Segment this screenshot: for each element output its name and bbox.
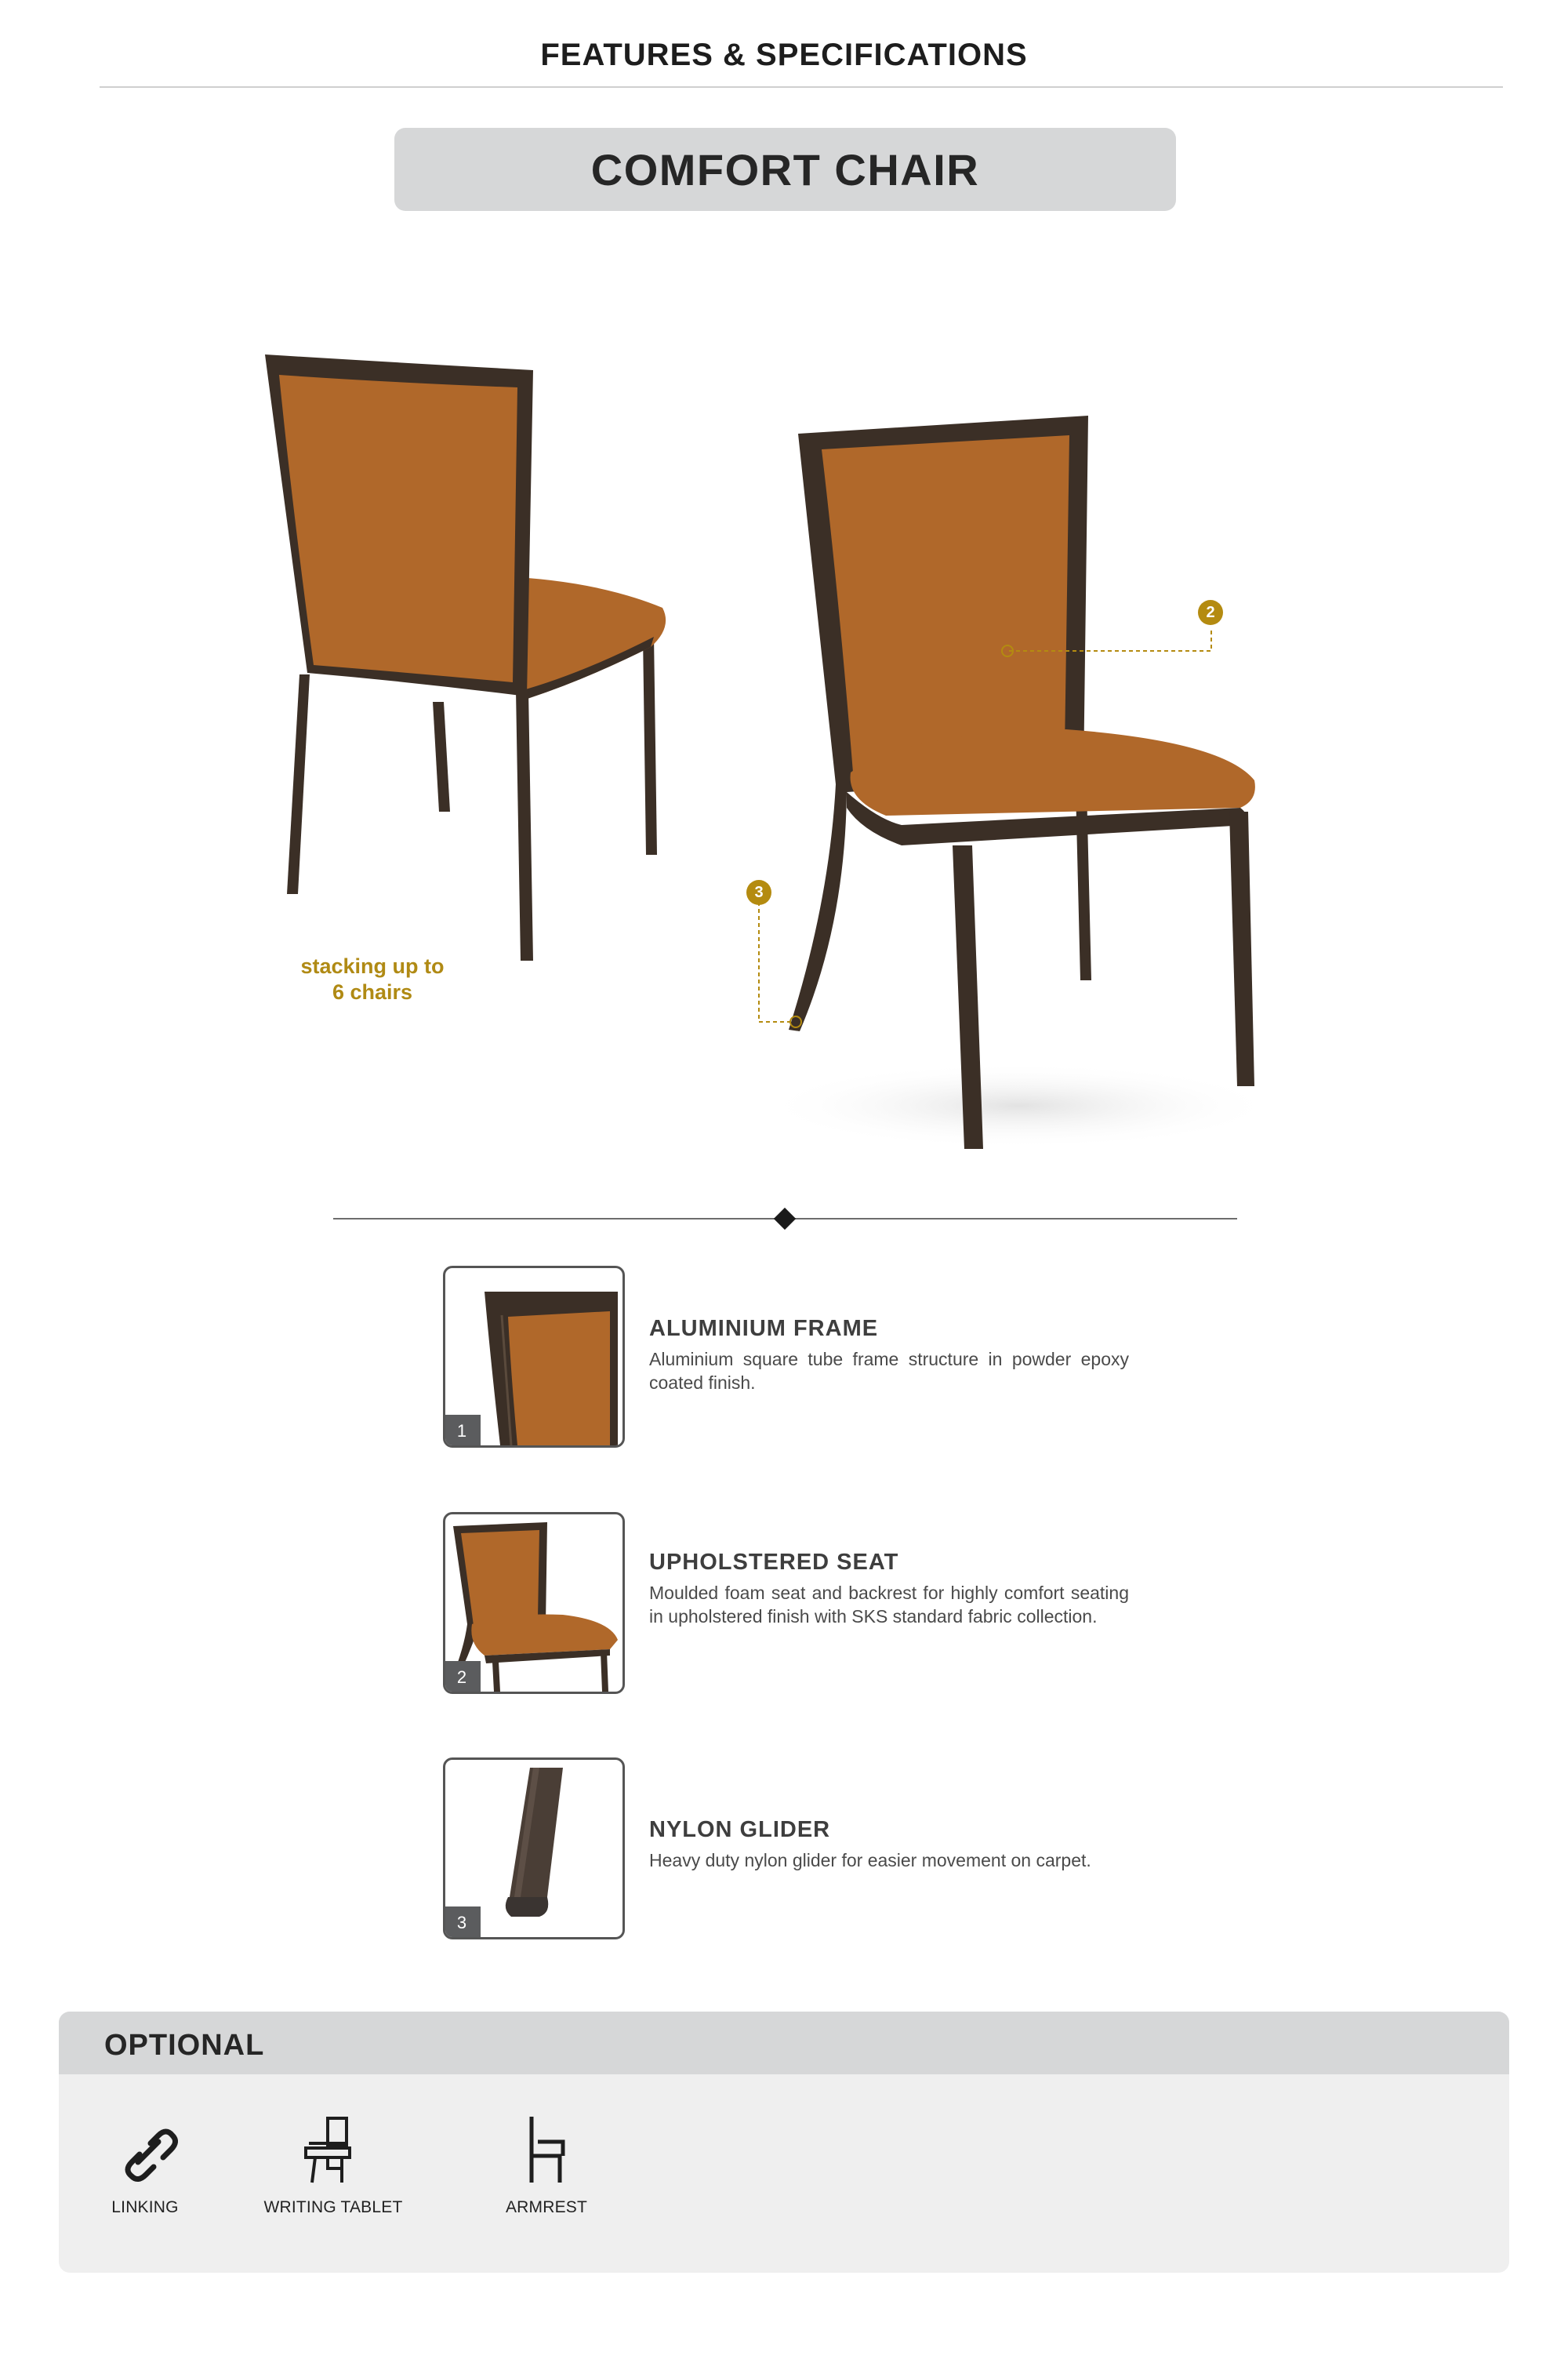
feature-description: Aluminium square tube frame structure in powder epoxy coated finish. xyxy=(649,1349,1129,1393)
feature-thumbnail-seat xyxy=(443,1512,625,1694)
page-title: FEATURES & SPECIFICATIONS xyxy=(540,38,1028,72)
optional-item-armrest xyxy=(452,2114,641,2217)
feature-description: Moulded foam seat and backrest for highly comfort seating in upholstered finish with SKS standard fabric collection. xyxy=(649,1583,1129,1627)
stacking-note xyxy=(259,954,486,1005)
feature-number: 1 xyxy=(443,1415,481,1448)
feature-number: 2 xyxy=(443,1661,481,1694)
callout-badge-3: 3 xyxy=(746,880,771,905)
optional-title: OPTIONAL xyxy=(104,2029,265,2062)
callout-badge-2: 2 xyxy=(1198,600,1223,625)
optional-item-label: WRITING TABLET xyxy=(263,2198,403,2216)
chair-illustration xyxy=(0,314,1568,1192)
feature-thumbnail-frame xyxy=(443,1266,625,1448)
feature-title: NYLON GLIDER xyxy=(649,1817,831,1842)
optional-item-label: LINKING xyxy=(111,2198,179,2216)
optional-header xyxy=(59,2012,1509,2074)
product-title-banner xyxy=(394,128,1176,211)
optional-item-writing-tablet xyxy=(239,2114,427,2217)
feature-number: 3 xyxy=(443,1906,481,1939)
divider-diamond-icon xyxy=(774,1208,796,1230)
link-icon xyxy=(110,2114,180,2184)
optional-section xyxy=(59,2012,1509,2273)
chair-front-view xyxy=(759,416,1278,1149)
armrest-icon xyxy=(511,2114,582,2184)
chair-back-view xyxy=(265,354,666,961)
feature-description: Heavy duty nylon glider for easier movement on carpet. xyxy=(649,1850,1091,1870)
header-divider xyxy=(100,86,1503,88)
feature-thumbnail-glider xyxy=(443,1757,625,1939)
product-name: COMFORT CHAIR xyxy=(590,144,980,194)
writing-tablet-icon xyxy=(298,2114,368,2184)
stacking-note-line2: 6 chairs xyxy=(332,980,413,1004)
feature-title: ALUMINIUM FRAME xyxy=(649,1316,879,1341)
optional-item-linking xyxy=(59,2114,239,2217)
feature-title: UPHOLSTERED SEAT xyxy=(649,1550,899,1575)
stacking-note-line1: stacking up to xyxy=(300,954,445,978)
optional-item-label: ARMREST xyxy=(505,2198,588,2216)
